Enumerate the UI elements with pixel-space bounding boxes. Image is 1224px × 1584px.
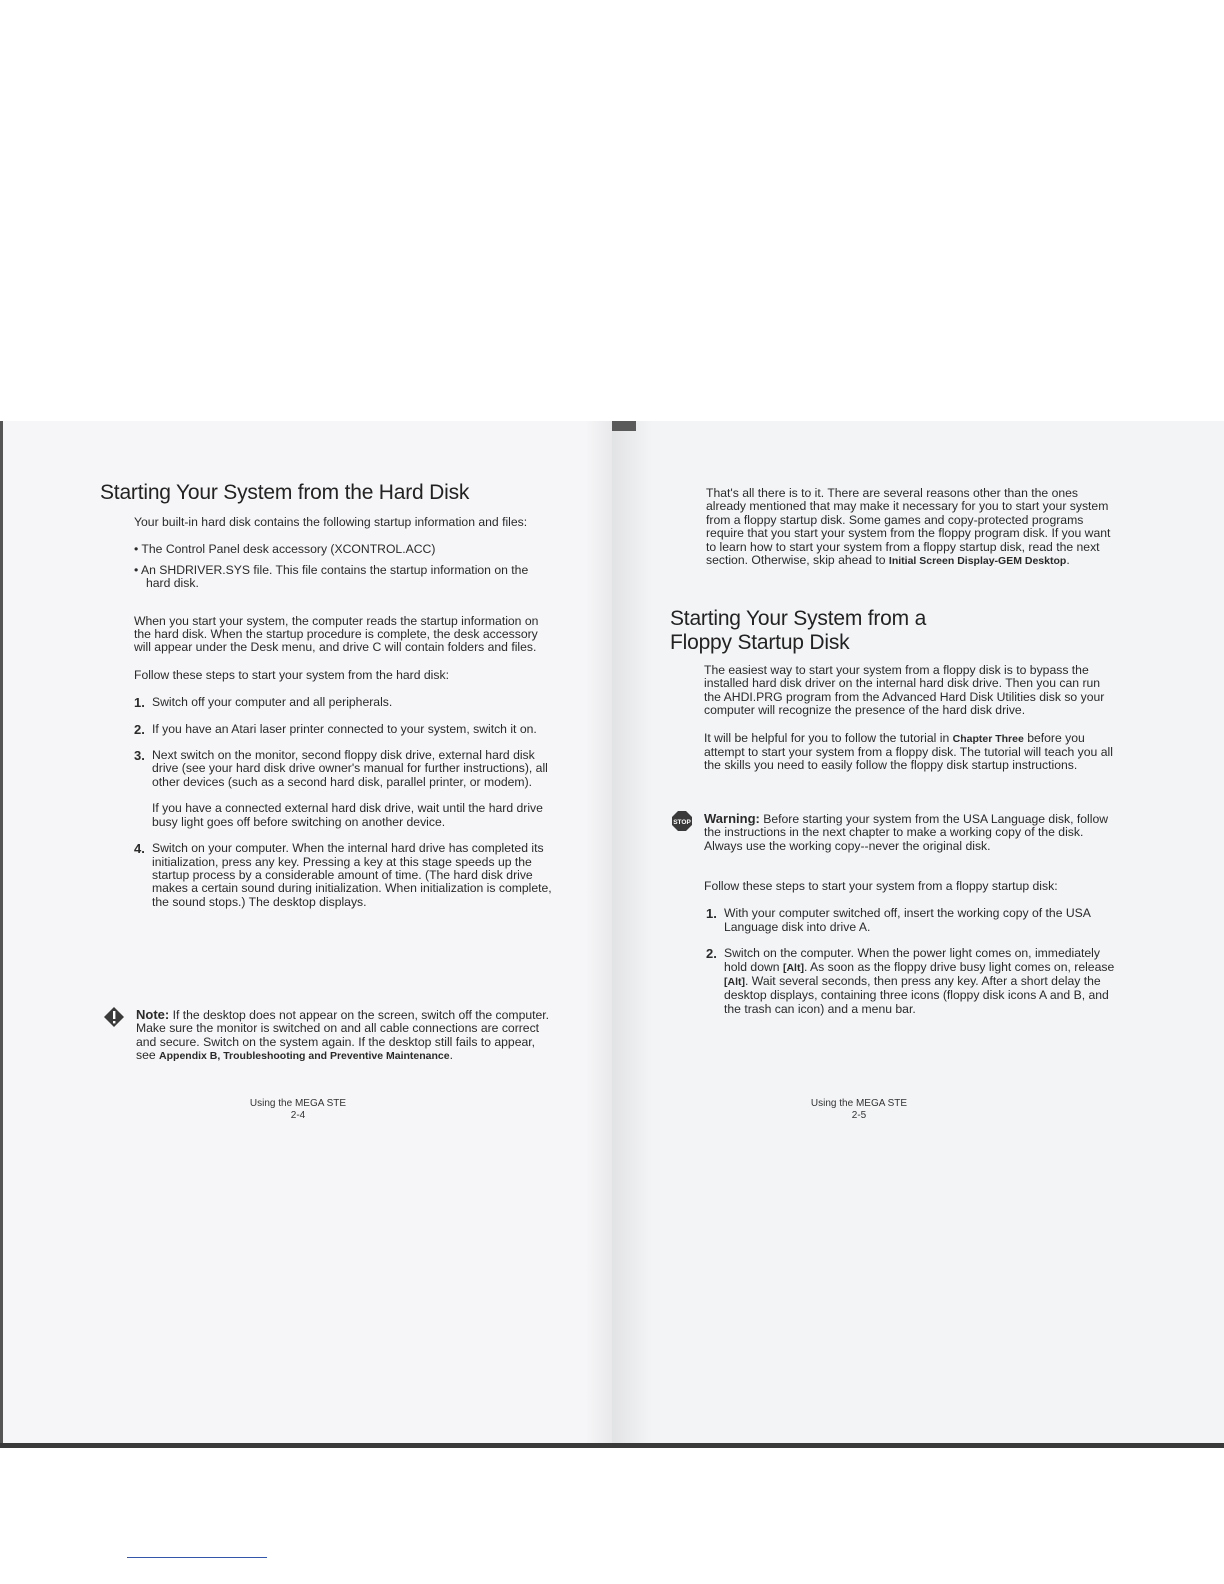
note-paragraph — [136, 1008, 556, 1064]
right-body — [704, 664, 1118, 787]
note-label: Note: — [136, 1007, 170, 1022]
alt-key: [Alt] — [782, 961, 804, 974]
step-number: 3. — [134, 748, 145, 764]
footer-title: Using the MEGA STE — [249, 1098, 347, 1109]
right-footer — [784, 1098, 934, 1122]
step-number: 4. — [134, 841, 145, 857]
right-page — [612, 421, 1224, 1445]
note-icon — [103, 1006, 125, 1028]
tutorial-text-end: before you attempt to start your system from a floppy disk. The tutorial will teach you all the skills you need to easily follow the floppy disk startup instructions. — [704, 730, 1113, 773]
step-text-part: . Wait several seconds, then press any key. After a short delay the desktop displays, containing three icons (floppy disk icons A and B, and the trash can icon) and a menu bar. — [724, 974, 1109, 1016]
step-text: Next switch on the monitor, second floppy disk drive, external hard disk drive (see your hard disk drive owner's manual for further instructions), all other devices (such as a second hard disk, parallel printer, or modem). — [152, 748, 548, 789]
page-corner-shadow — [612, 421, 636, 431]
book-spread — [0, 421, 1224, 1447]
step-text: If you have an Atari laser printer connected to your system, switch it on. — [152, 721, 537, 736]
list-item: • An SHDRIVER.SYS file. This file contains the startup information on the hard disk. — [134, 562, 529, 591]
step-text: With your computer switched off, insert the working copy of the USA Language disk into drive A. — [724, 906, 1091, 934]
alt-key: [Alt] — [724, 976, 745, 989]
step-number: 2. — [706, 946, 717, 962]
stop-icon-text: STOP — [673, 819, 691, 826]
step-text — [724, 947, 1118, 1016]
step-number: 1. — [134, 695, 145, 711]
left-footer — [223, 1098, 373, 1122]
tutorial-text: It will be helpful for you to follow the tutorial in — [704, 730, 953, 745]
step-item — [134, 696, 554, 709]
step-item — [134, 842, 554, 909]
right-title-line-1: Starting Your System from a — [670, 607, 927, 630]
warning-label: Warning: — [704, 811, 760, 826]
right-steps-block — [704, 880, 1118, 1029]
step-item — [706, 907, 1118, 934]
step-subtext: If you have a connected external hard disk drive, wait until the hard drive busy light goes off before switching on another device. — [152, 801, 543, 829]
list-item: • The Control Panel desk accessory (XCONTROL.ACC) — [134, 542, 436, 557]
hard-disk-steps — [134, 696, 554, 909]
footer-title: Using the MEGA STE — [810, 1098, 908, 1109]
gem-desktop-reference: Initial Screen Display-GEM Desktop — [888, 555, 1067, 568]
note-end: . — [449, 1048, 453, 1063]
right-intro-text: That's all there is to it. There are several reasons other than the ones already mentioned that may make it necessary for you to start your system from a floppy startup disk. Some games and copy-protected programs require that you start your system from the floppy program disk. If you want to learn how to start your system from a floppy startup disk, read the next section. Otherwise, skip ahead to — [706, 486, 1111, 568]
step-item — [706, 947, 1118, 1016]
chapter-three-reference: Chapter Three — [952, 732, 1024, 745]
step-item — [134, 723, 554, 736]
spread-bottom-edge — [0, 1443, 1224, 1448]
right-para-intro — [706, 487, 1118, 568]
warning-text: Before starting your system from the USA Language disk, follow the instructions in the next chapter to make a working copy of the disk. Always use the working copy--never the original disk. — [704, 812, 1109, 853]
step-item — [134, 749, 554, 829]
page-number: 2-4 — [290, 1110, 306, 1121]
right-para-tutorial — [704, 732, 1118, 773]
startup-files-list — [134, 543, 554, 590]
right-title-line-2: Floppy Startup Disk — [670, 631, 850, 654]
left-para-startup: When you start your system, the computer reads the startup information on the hard disk. When the startup procedure is complete, the desk accessory will appear under the Desk menu, and drive C will contain folders and files. — [134, 613, 539, 655]
step-text: Switch on your computer. When the internal hard drive has completed its initialization, press any key. Pressing a key at this stage speeds up the startup process by a considerable amount of time. (The hard disk drive makes a certain sound during initialization. When initialization is complete, the sound stops.) The desktop displays. — [152, 841, 552, 909]
warning-paragraph — [704, 812, 1118, 853]
right-para-follow: Follow these steps to start your system from a floppy startup disk: — [704, 879, 1058, 893]
right-para-bypass: The easiest way to start your system from a floppy disk is to bypass the installed hard disk driver on the internal hard disk drive. Then you can run the AHDI.PRG program from the Advanced Hard Disk Utilities disk so your computer will recognize the presence of the hard disk drive. — [704, 663, 1105, 718]
right-intro-end: . — [1066, 553, 1070, 568]
right-page-title — [670, 607, 1090, 655]
step-text-part: . As soon as the floppy drive busy light comes on, release — [803, 959, 1115, 974]
step-number: 1. — [706, 906, 717, 922]
floppy-disk-steps — [706, 907, 1118, 1016]
left-body — [134, 516, 554, 922]
scan-edge-line — [127, 1557, 267, 1558]
left-intro: Your built-in hard disk contains the following startup information and files: — [134, 515, 528, 529]
step-text: Switch off your computer and all peripherals. — [152, 695, 393, 710]
note-text: If the desktop does not appear on the screen, switch off the computer. Make sure the monitor is switched on and all cable connections are correct and secure. Switch on the system again. If the desktop still fails to appear, see — [136, 1008, 550, 1063]
left-page-title: Starting Your System from the Hard Disk — [100, 481, 470, 504]
appendix-reference: Appendix B, Troubleshooting and Preventive Maintenance — [159, 1050, 450, 1063]
left-page — [0, 421, 615, 1445]
step-number: 2. — [134, 721, 145, 737]
step-text-part: Switch on the computer. When the power light comes on, immediately hold down — [724, 946, 1100, 974]
left-para-follow: Follow these steps to start your system from the hard disk: — [134, 667, 449, 682]
stop-icon — [671, 810, 693, 832]
page-number: 2-5 — [851, 1110, 867, 1121]
